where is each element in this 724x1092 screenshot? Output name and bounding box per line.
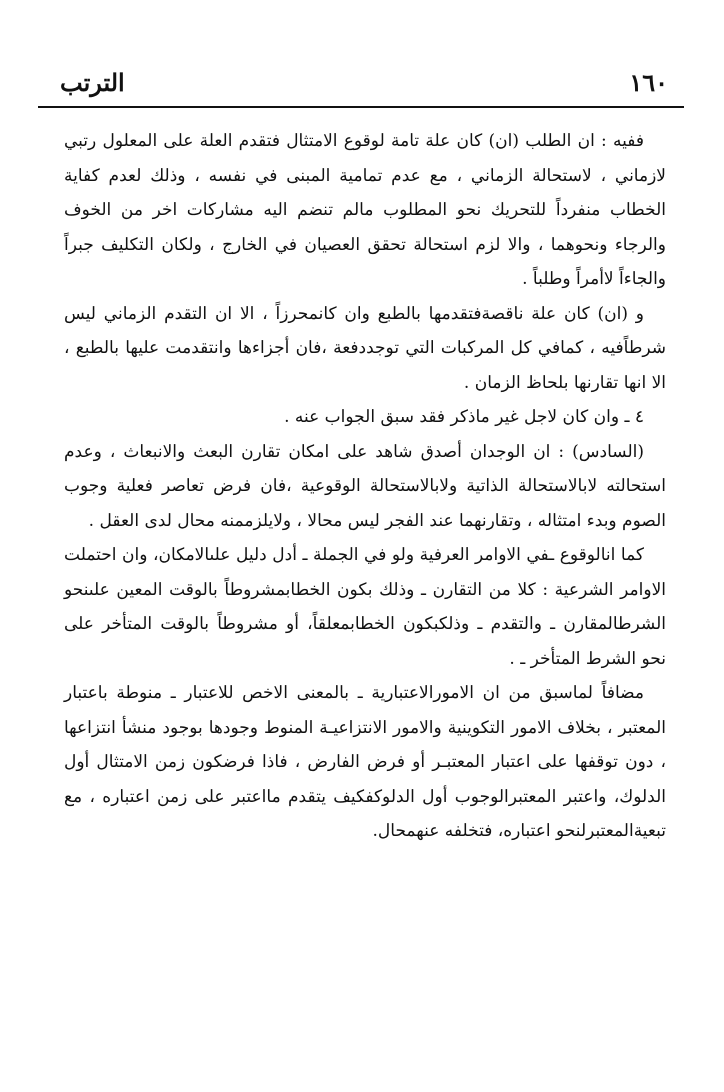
paragraph-1: ففيه : ان الطلب (ان) كان علة تامة لوقوع الامتثال فتقدم العلة على المعلول رتبي لازماني ، لاستحالة الزماني ، مع عدم تمامية المبنى في نفسه ، وذلك لعدم كفاية الخطاب منفرداً للتحريك نحو المطلوب مالم تنضم اليه مشاركات اخر من الخوف والرجاء ونحوهما ، والا لزم استحالة تحقق العصيان في الخارج ، ولكان التكليف جبراً والجاءاً لاأمراً وطلباً . bbox=[64, 131, 666, 289]
paragraph-2: و (ان) كان علة ناقصةفتقدمها بالطبع وان كانمحرزاً ، الا ان التقدم الزماني ليس شرطاًفيه ، كمافي كل المركبات التي توجددفعة ،فان أجزاءها وانتقدمت عليها بالطبع ، الا انها تقارنها بلحاظ الزمان . bbox=[64, 303, 666, 393]
running-title: الترتب bbox=[60, 68, 125, 97]
paragraph-4: (السادس) : ان الوجدان أصدق شاهد على امكان تقارن البعث والانبعاث ، وعدم استحالته لابالاستحالة الذاتية ولابالاستحالة الوقوعية ،فان فرض تعاصر فعلية وجوب الصوم وبدء امتثاله ، وتقارنهما عند الفجر ليس محالا ، ولايلزممنه محال لدى العقل . bbox=[64, 441, 666, 531]
paragraph-6: مضافاً لماسبق من ان الامورالاعتبارية ـ بالمعنى الاخص للاعتبار ـ منوطة باعتبار المعتبر ، بخلاف الامور التكوينية والامور الانتزاعيـة المنوط وجودها بوجود منشأ انتزاعها ، دون توقفها على اعتبار المعتبـر أو فرض الفارض ، فاذا فرضكون زمن الامتثال أول الدلوك، واعتبر المعتبرالوجوب أول الدلوكفكيف يتقدم مااعتبر على زمن اعتباره ، مع تبعيةالمعتبرلنحو اعتباره، فتخلفه عنهمحال. bbox=[64, 683, 666, 841]
paragraph-5: كما انالوقوع ـفي الاوامر العرفية ولو في الجملة ـ أدل دليل علىالامكان، وان احتملت الاوامر الشرعية : كلا من التقارن ـ وذلك بكون الخطابمشروطاً بالوقت المعين علىنحو الشرطالمقارن ـ والتقدم ـ وذلكبكون الخطابمعلقاً، أو مشروطاً بالوقت المتأخر على نحو الشرط المتأخر ـ . bbox=[64, 545, 666, 669]
paragraph-3: ٤ ـ وان كان لاجل غير ماذكر فقد سبق الجواب عنه . bbox=[284, 407, 644, 427]
page-number: ١٦٠ bbox=[629, 68, 668, 97]
body-text bbox=[64, 124, 666, 849]
header-divider bbox=[38, 106, 684, 108]
page-header bbox=[60, 66, 668, 100]
